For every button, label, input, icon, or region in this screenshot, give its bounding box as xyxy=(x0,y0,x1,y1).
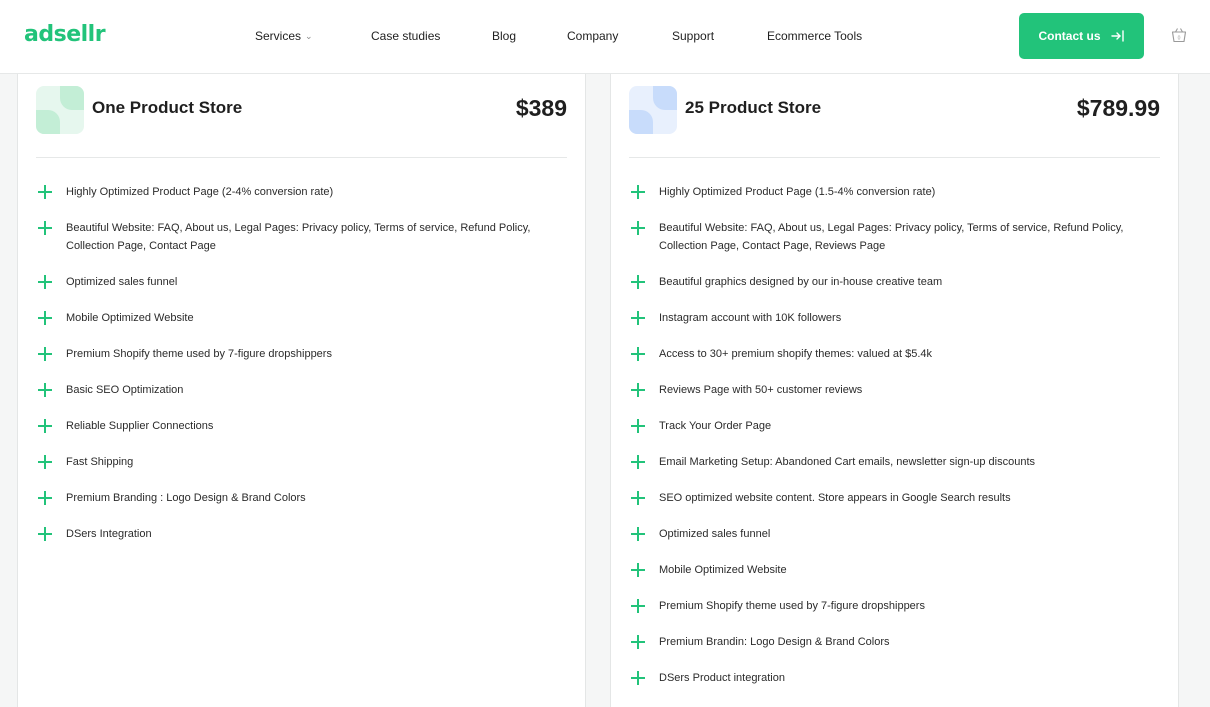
plus-icon xyxy=(38,527,52,541)
feature-text: Instagram account with 10K followers xyxy=(659,312,842,324)
list-item xyxy=(36,525,555,543)
feature-text: Premium Branding : Logo Design & Brand Colors xyxy=(66,492,306,504)
list-item xyxy=(629,381,1148,399)
list-item xyxy=(36,219,555,255)
plus-icon xyxy=(631,185,645,199)
feature-text: Access to 30+ premium shopify themes: valued at $5.4k xyxy=(659,348,933,360)
nav-case-studies[interactable]: Case studies xyxy=(371,29,441,43)
list-item xyxy=(36,273,555,291)
contact-us-button[interactable] xyxy=(1019,13,1144,59)
feature-text: Fast Shipping xyxy=(66,456,134,468)
feature-text: Email Marketing Setup: Abandoned Cart emails, newsletter sign-up discounts xyxy=(659,456,1036,468)
feature-text: Mobile Optimized Website xyxy=(659,564,787,576)
list-item xyxy=(629,489,1148,507)
plus-icon xyxy=(38,347,52,361)
plus-icon xyxy=(631,419,645,433)
list-item xyxy=(36,183,555,201)
list-item xyxy=(36,345,555,363)
plus-icon xyxy=(631,455,645,469)
nav-ecommerce-tools[interactable]: Ecommerce Tools xyxy=(767,29,863,43)
nav-services-label: Services xyxy=(255,29,302,43)
plus-icon xyxy=(631,311,645,325)
feature-list xyxy=(36,183,555,561)
feature-text: Optimized sales funnel xyxy=(66,276,178,288)
feature-text: Basic SEO Optimization xyxy=(66,384,184,396)
plan-price: $389 xyxy=(515,95,567,121)
plus-icon xyxy=(631,563,645,577)
plus-icon xyxy=(38,185,52,199)
arrow-right-icon xyxy=(1111,29,1125,43)
list-item xyxy=(629,273,1148,291)
plus-icon xyxy=(631,635,645,649)
nav-company[interactable]: Company xyxy=(567,29,619,43)
plus-icon xyxy=(631,671,645,685)
site-header xyxy=(0,0,1210,74)
plus-icon xyxy=(38,491,52,505)
chevron-down-icon: ⌄ xyxy=(305,31,313,41)
list-item xyxy=(629,561,1148,579)
list-item xyxy=(629,633,1148,651)
feature-text: Highly Optimized Product Page (1.5-4% conversion rate) xyxy=(659,186,936,198)
plus-icon xyxy=(38,275,52,289)
list-item xyxy=(629,345,1148,363)
list-item xyxy=(36,309,555,327)
feature-text: Highly Optimized Product Page (2-4% conversion rate) xyxy=(66,186,334,198)
contact-us-label: Contact us xyxy=(1038,29,1101,43)
plus-icon xyxy=(38,383,52,397)
feature-text: Beautiful Website: FAQ, About us, Legal Pages: Privacy policy, Terms of service, Refund Policy, Collection Page, Contact Page, Reviews Page xyxy=(659,222,1124,252)
feature-text: Premium Brandin: Logo Design & Brand Colors xyxy=(659,636,890,648)
feature-text: Beautiful graphics designed by our in-house creative team xyxy=(659,276,943,288)
brand-logo[interactable]: adsellr xyxy=(24,22,106,47)
plus-icon xyxy=(631,221,645,235)
plan-card-one-product xyxy=(17,74,586,707)
plus-icon xyxy=(631,599,645,613)
plus-icon xyxy=(38,419,52,433)
plan-title: One Product Store xyxy=(92,98,243,117)
list-item xyxy=(629,597,1148,615)
list-item xyxy=(629,219,1148,255)
plan-card-25-product xyxy=(610,74,1179,707)
feature-text: Reliable Supplier Connections xyxy=(66,420,214,432)
nav-services[interactable] xyxy=(255,29,313,43)
list-item xyxy=(36,489,555,507)
plus-icon xyxy=(631,347,645,361)
plus-icon xyxy=(38,455,52,469)
plus-icon xyxy=(631,275,645,289)
plan-price: $789.99 xyxy=(1076,95,1160,121)
list-item xyxy=(629,417,1148,435)
feature-text: Optimized sales funnel xyxy=(659,528,771,540)
feature-text: SEO optimized website content. Store appears in Google Search results xyxy=(659,492,1011,504)
feature-text: Track Your Order Page xyxy=(659,420,772,432)
cart-count: 0 xyxy=(1177,35,1181,42)
feature-text: DSers Integration xyxy=(66,528,152,540)
plan-store-icon xyxy=(36,86,84,134)
plus-icon xyxy=(631,527,645,541)
feature-text: DSers Product integration xyxy=(659,672,785,684)
plan-store-icon xyxy=(629,86,677,134)
feature-text: Premium Shopify theme used by 7-figure dropshippers xyxy=(659,600,925,612)
feature-text: Mobile Optimized Website xyxy=(66,312,194,324)
plus-icon xyxy=(631,491,645,505)
nav-support[interactable]: Support xyxy=(672,29,715,43)
feature-text: Reviews Page with 50+ customer reviews xyxy=(659,384,863,396)
plus-icon xyxy=(38,311,52,325)
list-item xyxy=(629,183,1148,201)
plan-title: 25 Product Store xyxy=(685,98,822,117)
feature-text: Beautiful Website: FAQ, About us, Legal Pages: Privacy policy, Terms of service, Refund Policy, Collection Page, Contact Page xyxy=(66,222,531,252)
plan-header xyxy=(629,86,1160,158)
list-item xyxy=(36,417,555,435)
list-item xyxy=(629,669,1148,687)
list-item xyxy=(629,525,1148,543)
feature-list xyxy=(629,183,1148,705)
list-item xyxy=(629,309,1148,327)
feature-text: Premium Shopify theme used by 7-figure dropshippers xyxy=(66,348,332,360)
plus-icon xyxy=(631,383,645,397)
cart-icon[interactable] xyxy=(1171,27,1187,43)
plus-icon xyxy=(38,221,52,235)
list-item xyxy=(629,453,1148,471)
plan-header xyxy=(36,86,567,158)
list-item xyxy=(36,381,555,399)
nav-blog[interactable]: Blog xyxy=(492,29,517,43)
list-item xyxy=(36,453,555,471)
